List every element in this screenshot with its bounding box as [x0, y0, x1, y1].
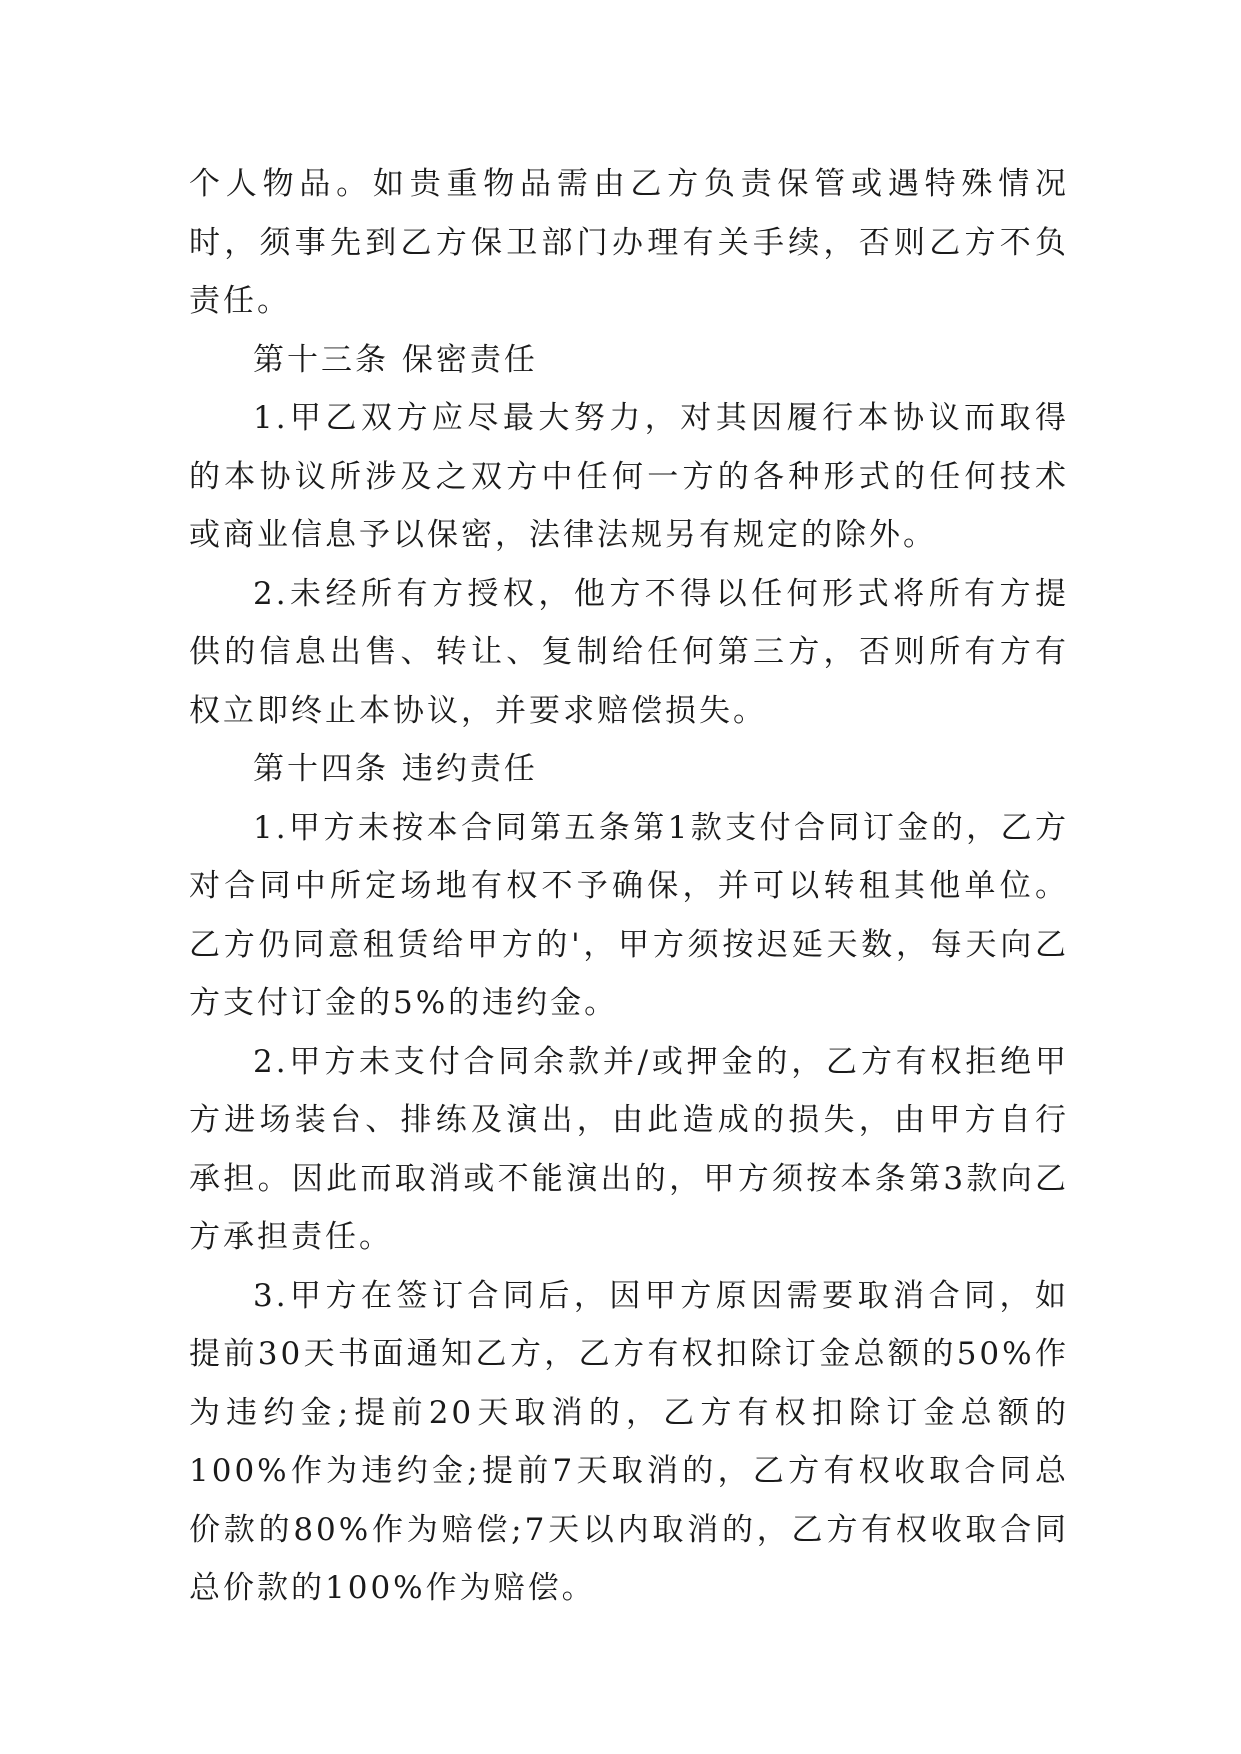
article-14-clause-1: 1.甲方未按本合同第五条第1款支付合同订金的，乙方对合同中所定场地有权不予确保，并可以转租其他单位。乙方仍同意租赁给甲方的'，甲方须按迟延天数，每天向乙方支付订金的5%的违约金。 [189, 809, 1069, 1021]
article-13-clause-2: 2.未经所有方授权，他方不得以任何形式将所有方提供的信息出售、转让、复制给任何第三方，否则所有方有权立即终止本协议，并要求赔偿损失。 [189, 575, 1069, 729]
article-13-clause-1: 1.甲乙双方应尽最大努力，对其因履行本协议而取得的本协议所涉及之双方中任何一方的各种形式的任何技术或商业信息予以保密，法律法规另有规定的除外。 [189, 400, 1069, 553]
article-13-heading: 第十三条 保密责任 [253, 341, 538, 378]
article-14-clause-3: 3.甲方在签订合同后，因甲方原因需要取消合同，如提前30天书面通知乙方，乙方有权扣除订金总额的50%作为违约金;提前20天取消的，乙方有权扣除订金总额的100%作为违约金;提前7天取消的，乙方有权收取合同总价款的80%作为赔偿;7天以内取消的，乙方有权收取合同总价款的100%作为赔偿。 [189, 1277, 1069, 1606]
article-14-clause-2: 2.甲方未支付合同余款并/或押金的，乙方有权拒绝甲方进场装台、排练及演出，由此造成的损失，由甲方自行承担。因此而取消或不能演出的，甲方须按本条第3款向乙方承担责任。 [189, 1043, 1069, 1255]
paragraph-continuation: 个人物品。如贵重物品需由乙方负责保管或遇特殊情况时，须事先到乙方保卫部门办理有关手续，否则乙方不负责任。 [189, 166, 1069, 319]
article-14-heading: 第十四条 违约责任 [253, 751, 538, 787]
document-body [189, 155, 1069, 1618]
